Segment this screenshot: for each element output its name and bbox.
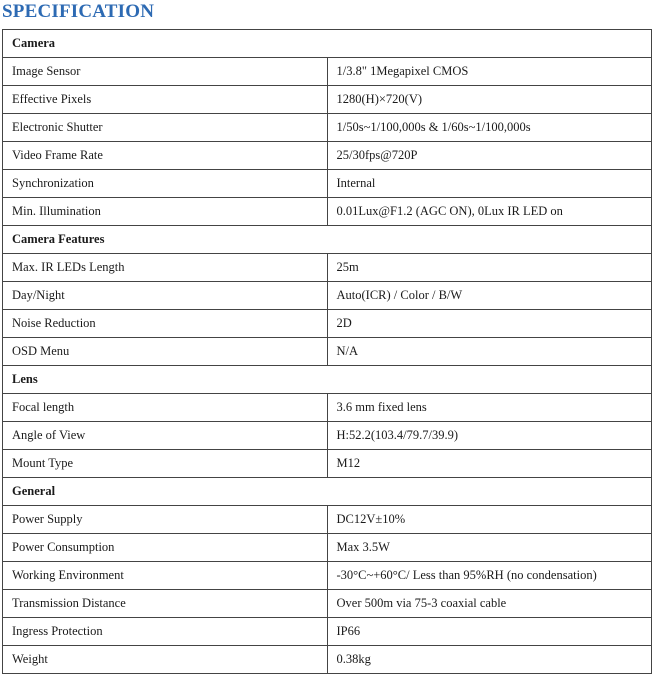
spec-label: OSD Menu xyxy=(3,338,328,366)
table-row xyxy=(3,618,652,646)
spec-value: 1/3.8" 1Megapixel CMOS xyxy=(327,58,652,86)
spec-label: Synchronization xyxy=(3,170,328,198)
spec-value: 3.6 mm fixed lens xyxy=(327,394,652,422)
spec-value: DC12V±10% xyxy=(327,506,652,534)
table-row xyxy=(3,450,652,478)
table-row xyxy=(3,170,652,198)
spec-label: Power Consumption xyxy=(3,534,328,562)
spec-label: Effective Pixels xyxy=(3,86,328,114)
spec-label: Min. Illumination xyxy=(3,198,328,226)
spec-value: -30°C~+60°C/ Less than 95%RH (no condensation) xyxy=(327,562,652,590)
specification-table-body xyxy=(3,30,652,674)
spec-value: 0.38kg xyxy=(327,646,652,674)
section-header-row xyxy=(3,478,652,506)
section-title: General xyxy=(3,478,652,506)
table-row xyxy=(3,338,652,366)
table-row xyxy=(3,590,652,618)
spec-value: Max 3.5W xyxy=(327,534,652,562)
spec-value: 1/50s~1/100,000s & 1/60s~1/100,000s xyxy=(327,114,652,142)
spec-value: Over 500m via 75-3 coaxial cable xyxy=(327,590,652,618)
spec-label: Transmission Distance xyxy=(3,590,328,618)
table-row xyxy=(3,506,652,534)
table-row xyxy=(3,254,652,282)
spec-label: Mount Type xyxy=(3,450,328,478)
spec-value: M12 xyxy=(327,450,652,478)
spec-value: Auto(ICR) / Color / B/W xyxy=(327,282,652,310)
specification-table xyxy=(2,29,652,674)
section-title: Camera xyxy=(3,30,652,58)
table-row xyxy=(3,86,652,114)
spec-label: Working Environment xyxy=(3,562,328,590)
spec-value: 25m xyxy=(327,254,652,282)
table-row xyxy=(3,310,652,338)
spec-value: N/A xyxy=(327,338,652,366)
table-row xyxy=(3,394,652,422)
table-row xyxy=(3,646,652,674)
table-row xyxy=(3,534,652,562)
section-header-row xyxy=(3,366,652,394)
spec-value: 0.01Lux@F1.2 (AGC ON), 0Lux IR LED on xyxy=(327,198,652,226)
section-header-row xyxy=(3,30,652,58)
spec-value: 25/30fps@720P xyxy=(327,142,652,170)
spec-label: Weight xyxy=(3,646,328,674)
section-title: Lens xyxy=(3,366,652,394)
spec-label: Angle of View xyxy=(3,422,328,450)
spec-value: 1280(H)×720(V) xyxy=(327,86,652,114)
spec-label: Max. IR LEDs Length xyxy=(3,254,328,282)
table-row xyxy=(3,282,652,310)
section-header-row xyxy=(3,226,652,254)
table-row xyxy=(3,198,652,226)
table-row xyxy=(3,142,652,170)
spec-label: Day/Night xyxy=(3,282,328,310)
spec-value: 2D xyxy=(327,310,652,338)
table-row xyxy=(3,114,652,142)
spec-label: Ingress Protection xyxy=(3,618,328,646)
spec-value: Internal xyxy=(327,170,652,198)
page-title: SPECIFICATION xyxy=(2,1,155,22)
spec-label: Noise Reduction xyxy=(3,310,328,338)
table-row xyxy=(3,422,652,450)
spec-label: Video Frame Rate xyxy=(3,142,328,170)
section-title: Camera Features xyxy=(3,226,652,254)
spec-label: Electronic Shutter xyxy=(3,114,328,142)
spec-label: Image Sensor xyxy=(3,58,328,86)
spec-label: Power Supply xyxy=(3,506,328,534)
table-row xyxy=(3,58,652,86)
spec-label: Focal length xyxy=(3,394,328,422)
table-row xyxy=(3,562,652,590)
spec-value: H:52.2(103.4/79.7/39.9) xyxy=(327,422,652,450)
spec-value: IP66 xyxy=(327,618,652,646)
